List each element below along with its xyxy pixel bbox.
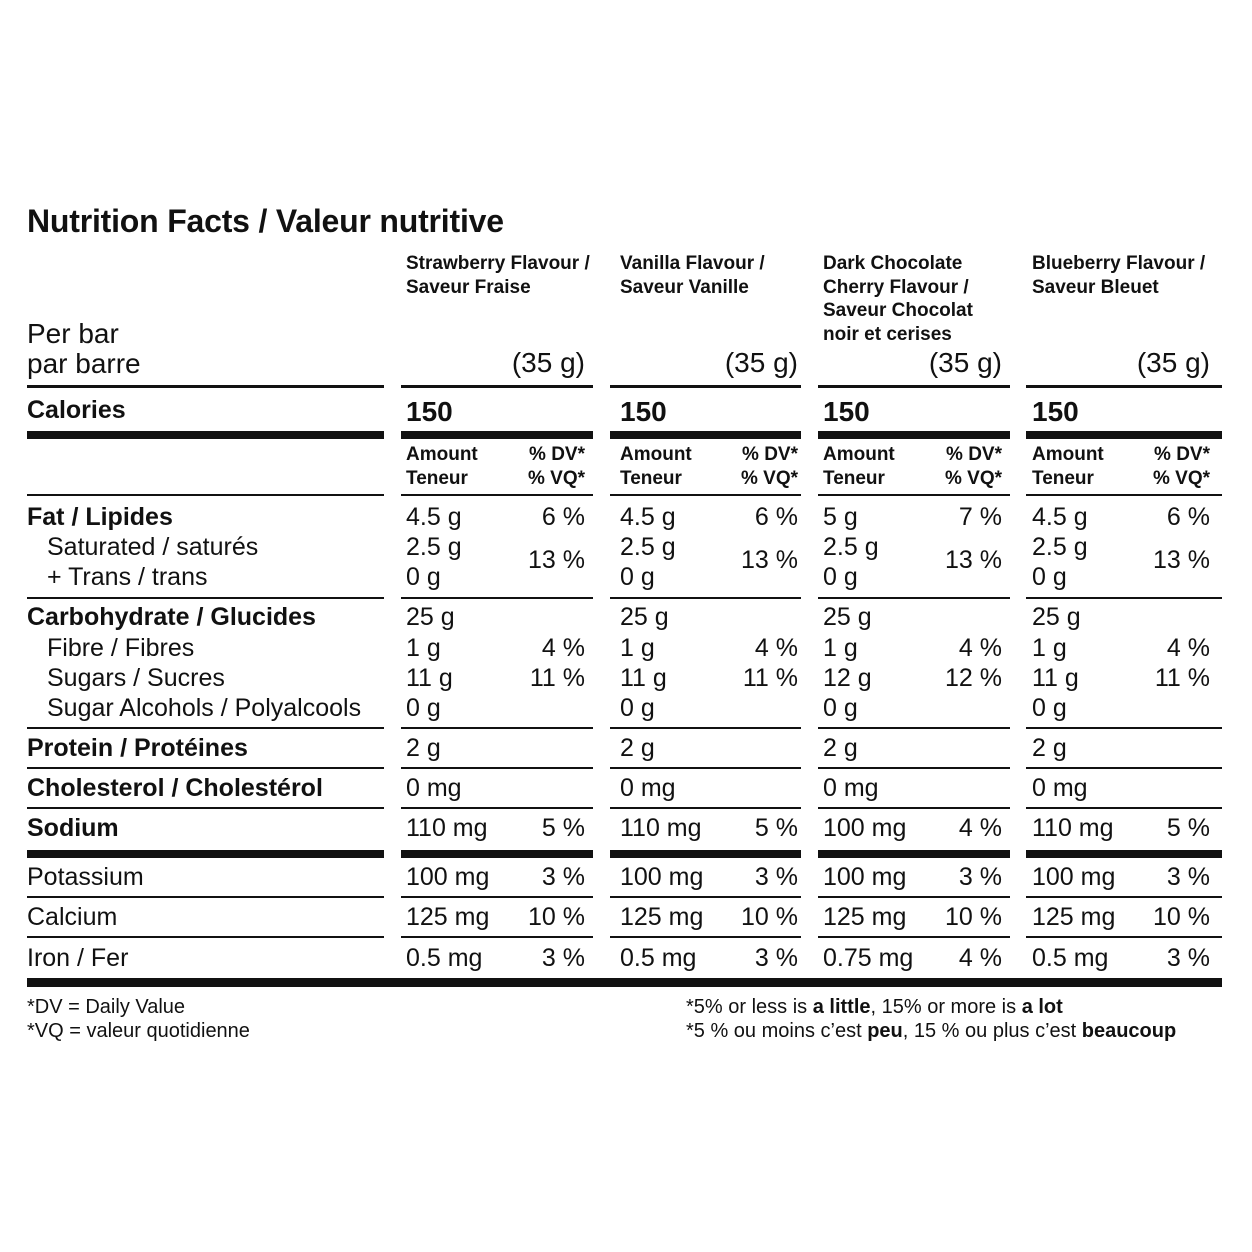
fibre-value: 1 g	[620, 634, 655, 662]
fat-value: 5 g	[823, 503, 858, 531]
sugars-dv: 12 %	[945, 664, 1002, 692]
sodium-value: 110 mg	[620, 814, 702, 842]
col-rule	[1026, 494, 1222, 496]
sat-trans-dv: 13 %	[945, 546, 1002, 574]
iron-value: 0.75 mg	[823, 944, 914, 972]
per-bar-label: Per bar	[27, 318, 119, 349]
label-rule-protein	[27, 767, 384, 769]
col-rule	[610, 727, 801, 729]
dv-header: % DV*	[1154, 444, 1210, 465]
saturated-value: 2.5 g	[1032, 533, 1088, 561]
vq-header: % VQ*	[527, 468, 585, 489]
col-rule	[610, 385, 801, 388]
sodium-dv: 5 %	[541, 814, 585, 842]
footnote-en-lot: a lot	[1021, 996, 1063, 1018]
potassium-dv: 3 %	[754, 863, 798, 891]
col-rule	[818, 807, 1010, 809]
label-rule-top	[27, 385, 384, 388]
fibre-value: 1 g	[823, 634, 858, 662]
footnote-fr-peu: peu	[867, 1020, 903, 1042]
sat-trans-dv: 13 %	[741, 546, 798, 574]
amount-header: Amount	[406, 444, 478, 465]
label-rule-cholesterol	[27, 807, 384, 809]
dv-header: % DV*	[742, 444, 798, 465]
sugar-alcohols-value: 0 g	[406, 694, 441, 722]
potassium-dv: 3 %	[1166, 863, 1210, 891]
saturated-value: 2.5 g	[620, 533, 676, 561]
sugars-value: 11 g	[1032, 664, 1079, 692]
carb-value: 25 g	[823, 603, 872, 631]
vq-header: % VQ*	[1152, 468, 1210, 489]
iron-label: Iron / Fer	[27, 944, 129, 972]
col-rule	[401, 597, 593, 599]
fibre-value: 1 g	[406, 634, 441, 662]
sugars-dv: 11 %	[1154, 664, 1210, 692]
protein-label: Protein / Protéines	[27, 734, 248, 762]
cholesterol-label: Cholesterol / Cholestérol	[27, 774, 323, 802]
col-rule	[610, 807, 801, 809]
col-rule	[401, 896, 593, 898]
label-rule-calcium	[27, 936, 384, 938]
col-rule	[610, 494, 801, 496]
col-rule	[610, 896, 801, 898]
footnote-en-prefix: *5% or less is	[686, 996, 813, 1018]
iron-value: 0.5 mg	[1032, 944, 1109, 972]
cholesterol-value: 0 mg	[620, 774, 676, 802]
col-rule	[401, 807, 593, 809]
footnote-fr-prefix: *5 % ou moins c’est	[686, 1020, 868, 1042]
col-rule	[401, 767, 593, 769]
col-rule	[1026, 431, 1222, 439]
fat-value: 4.5 g	[1032, 503, 1088, 531]
col-rule	[818, 936, 1010, 938]
sodium-value: 110 mg	[406, 814, 488, 842]
calories-label: Calories	[27, 396, 126, 424]
vq-header: % VQ*	[740, 468, 798, 489]
sodium-dv: 4 %	[958, 814, 1002, 842]
fat-value: 4.5 g	[620, 503, 676, 531]
teneur-header: Teneur	[823, 468, 885, 489]
iron-dv: 3 %	[541, 944, 585, 972]
footnote-en-little: a little	[812, 996, 871, 1018]
flavour-name: Dark Chocolate Cherry Flavour / Saveur Chocolat noir et cerises	[823, 253, 973, 345]
saturated-value: 2.5 g	[823, 533, 879, 561]
fibre-dv: 4 %	[958, 634, 1002, 662]
trans-label: + Trans / trans	[47, 563, 208, 591]
col-rule	[610, 936, 801, 938]
sugar-alcohols-label: Sugar Alcohols / Polyalcools	[47, 694, 362, 722]
potassium-value: 100 mg	[620, 863, 704, 891]
fibre-label: Fibre / Fibres	[47, 634, 195, 662]
par-barre-label: par barre	[27, 348, 141, 379]
carb-value: 25 g	[620, 603, 669, 631]
fibre-dv: 4 %	[754, 634, 798, 662]
label-rule-header	[27, 494, 384, 496]
col-rule	[818, 385, 1010, 388]
sodium-label: Sodium	[27, 814, 119, 842]
protein-value: 2 g	[406, 734, 441, 762]
calories-value: 150	[823, 396, 870, 427]
col-rule	[1026, 807, 1222, 809]
saturated-value: 2.5 g	[406, 533, 462, 561]
fat-label: Fat / Lipides	[27, 503, 173, 531]
footnote-english	[686, 995, 1063, 1019]
iron-value: 0.5 mg	[406, 944, 483, 972]
col-rule	[1026, 896, 1222, 898]
cholesterol-value: 0 mg	[1032, 774, 1088, 802]
protein-value: 2 g	[620, 734, 655, 762]
amount-header: Amount	[823, 444, 895, 465]
col-rule	[1026, 767, 1222, 769]
calcium-dv: 10 %	[528, 903, 585, 931]
calories-value: 150	[406, 396, 453, 427]
sugars-value: 11 g	[406, 664, 453, 692]
bottom-rule	[27, 978, 1222, 987]
vq-header: % VQ*	[944, 468, 1002, 489]
sugar-alcohols-value: 0 g	[1032, 694, 1067, 722]
sugar-alcohols-value: 0 g	[823, 694, 858, 722]
col-rule	[818, 727, 1010, 729]
footnote-vq: *VQ = valeur quotidienne	[27, 1020, 250, 1042]
serving-size: (35 g)	[511, 347, 585, 378]
col-rule	[610, 850, 801, 858]
potassium-dv: 3 %	[958, 863, 1002, 891]
calcium-value: 125 mg	[406, 903, 490, 931]
flavour-name: Vanilla Flavour / Saveur Vanille	[620, 253, 765, 298]
sodium-value: 100 mg	[823, 814, 907, 842]
calcium-value: 125 mg	[1032, 903, 1116, 931]
col-rule	[1026, 727, 1222, 729]
trans-value: 0 g	[620, 563, 655, 591]
fat-dv: 7 %	[958, 503, 1002, 531]
label-rule-calories	[27, 431, 384, 439]
col-rule	[818, 597, 1010, 599]
fibre-value: 1 g	[1032, 634, 1067, 662]
cholesterol-value: 0 mg	[823, 774, 879, 802]
col-rule	[818, 896, 1010, 898]
fibre-dv: 4 %	[1166, 634, 1210, 662]
flavour-name: Blueberry Flavour / Saveur Bleuet	[1032, 253, 1206, 298]
potassium-value: 100 mg	[406, 863, 490, 891]
fat-dv: 6 %	[754, 503, 798, 531]
col-rule	[610, 597, 801, 599]
sugars-dv: 11 %	[529, 664, 585, 692]
teneur-header: Teneur	[620, 468, 682, 489]
calcium-dv: 10 %	[741, 903, 798, 931]
iron-dv: 3 %	[1166, 944, 1210, 972]
calories-value: 150	[620, 396, 667, 427]
footnote-french	[686, 1019, 1176, 1043]
serving-size: (35 g)	[724, 347, 798, 378]
iron-value: 0.5 mg	[620, 944, 697, 972]
potassium-label: Potassium	[27, 863, 144, 891]
col-rule	[401, 494, 593, 496]
sugar-alcohols-value: 0 g	[620, 694, 655, 722]
saturated-label: Saturated / saturés	[47, 533, 259, 561]
potassium-value: 100 mg	[823, 863, 907, 891]
col-rule	[1026, 385, 1222, 388]
col-rule	[401, 431, 593, 439]
flavour-name: Strawberry Flavour / Saveur Fraise	[406, 253, 590, 298]
potassium-value: 100 mg	[1032, 863, 1116, 891]
fat-dv: 6 %	[541, 503, 585, 531]
calcium-dv: 10 %	[945, 903, 1002, 931]
calcium-value: 125 mg	[620, 903, 704, 931]
label-rule-fat	[27, 597, 384, 599]
sugars-value: 12 g	[823, 664, 872, 692]
potassium-dv: 3 %	[541, 863, 585, 891]
col-rule	[1026, 936, 1222, 938]
sodium-dv: 5 %	[1166, 814, 1210, 842]
iron-dv: 3 %	[754, 944, 798, 972]
fibre-dv: 4 %	[541, 634, 585, 662]
col-rule	[610, 431, 801, 439]
label-rule-potassium	[27, 896, 384, 898]
dv-header: % DV*	[529, 444, 585, 465]
col-rule	[610, 767, 801, 769]
col-rule	[818, 767, 1010, 769]
amount-header: Amount	[1032, 444, 1104, 465]
col-rule	[818, 850, 1010, 858]
col-rule	[401, 385, 593, 388]
col-rule	[818, 494, 1010, 496]
col-rule	[401, 936, 593, 938]
sugars-dv: 11 %	[742, 664, 798, 692]
protein-value: 2 g	[1032, 734, 1067, 762]
col-rule	[401, 727, 593, 729]
carb-value: 25 g	[406, 603, 455, 631]
col-rule	[818, 431, 1010, 439]
calcium-value: 125 mg	[823, 903, 907, 931]
protein-value: 2 g	[823, 734, 858, 762]
sodium-value: 110 mg	[1032, 814, 1114, 842]
footnote-en-mid: , 15% or more is	[870, 996, 1022, 1018]
footnote-fr-mid: , 15 % ou plus c’est	[902, 1020, 1082, 1042]
dv-header: % DV*	[946, 444, 1002, 465]
sugars-label: Sugars / Sucres	[47, 664, 225, 692]
trans-value: 0 g	[1032, 563, 1067, 591]
carb-value: 25 g	[1032, 603, 1081, 631]
calcium-dv: 10 %	[1153, 903, 1210, 931]
teneur-header: Teneur	[406, 468, 468, 489]
page-title: Nutrition Facts / Valeur nutritive	[27, 203, 504, 239]
serving-size: (35 g)	[928, 347, 1002, 378]
fat-value: 4.5 g	[406, 503, 462, 531]
footnote-fr-beaucoup: beaucoup	[1081, 1020, 1177, 1042]
cholesterol-value: 0 mg	[406, 774, 462, 802]
serving-size: (35 g)	[1136, 347, 1210, 378]
col-rule	[1026, 850, 1222, 858]
fat-dv: 6 %	[1166, 503, 1210, 531]
amount-header: Amount	[620, 444, 692, 465]
col-rule	[401, 850, 593, 858]
calories-value: 150	[1032, 396, 1079, 427]
trans-value: 0 g	[823, 563, 858, 591]
label-rule-sodium	[27, 850, 384, 858]
sugars-value: 11 g	[620, 664, 667, 692]
sat-trans-dv: 13 %	[1153, 546, 1210, 574]
label-rule-carb	[27, 727, 384, 729]
carb-label: Carbohydrate / Glucides	[27, 603, 316, 631]
trans-value: 0 g	[406, 563, 441, 591]
teneur-header: Teneur	[1032, 468, 1094, 489]
iron-dv: 4 %	[958, 944, 1002, 972]
sat-trans-dv: 13 %	[528, 546, 585, 574]
sodium-dv: 5 %	[754, 814, 798, 842]
col-rule	[1026, 597, 1222, 599]
calcium-label: Calcium	[27, 903, 118, 931]
footnote-dv: *DV = Daily Value	[27, 996, 186, 1018]
